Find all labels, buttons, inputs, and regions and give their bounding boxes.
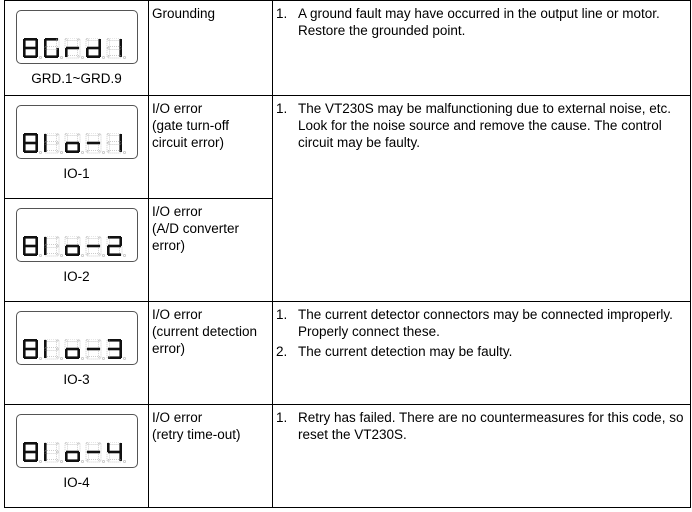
lcd-segment — [45, 38, 58, 41]
lcd-digit — [44, 236, 63, 257]
lcd-digit — [65, 38, 84, 59]
fault-description — [273, 302, 691, 405]
lcd-decimal-point — [60, 460, 62, 462]
lcd-digit — [44, 133, 63, 154]
lcd-segment — [35, 340, 38, 349]
lcd-decimal-point — [81, 357, 83, 359]
lcd-decimal-point — [123, 460, 125, 462]
lcd-decimal-point — [60, 254, 62, 256]
lcd-segment — [24, 451, 37, 454]
fault-name-text: I/O error (retry time-out) — [152, 410, 241, 442]
lcd-display — [16, 105, 138, 159]
lcd-segment — [24, 47, 37, 50]
lcd-digit — [65, 442, 84, 463]
display-cell — [5, 199, 149, 302]
lcd-decimal-point — [60, 56, 62, 58]
lcd-segment — [24, 236, 37, 239]
lcd-segment — [66, 451, 79, 454]
item-text: A ground fault may have occurred in the output line or motor. Restore the grounded point. — [298, 6, 660, 38]
lcd-segment — [87, 245, 100, 248]
lcd-segment — [45, 55, 58, 58]
lcd-segment — [65, 246, 68, 255]
lcd-segment — [108, 339, 121, 342]
lcd-segment — [86, 39, 89, 48]
fault-name-text: I/O error (current detection error) — [152, 307, 258, 356]
lcd-segment — [45, 459, 58, 462]
lcd-segment — [23, 48, 26, 57]
fault-name-text: I/O error (gate turn-off circuit error) — [152, 101, 230, 150]
lcd-segment — [108, 356, 121, 359]
lcd-segment — [45, 451, 58, 454]
display-cell — [5, 1, 149, 96]
lcd-decimal-point — [102, 460, 104, 462]
fault-name-text: Grounding — [152, 6, 216, 21]
lcd-segment — [24, 442, 37, 445]
lcd-segment — [87, 236, 100, 239]
lcd-segment — [45, 253, 58, 256]
fault-name — [149, 199, 273, 302]
description-item — [276, 409, 686, 443]
lcd-digit — [44, 38, 63, 59]
lcd-segment — [45, 150, 58, 153]
lcd-segment — [119, 443, 122, 452]
lcd-digit — [65, 339, 84, 360]
lcd-decimal-point — [102, 254, 104, 256]
lcd-segment — [65, 452, 68, 461]
lcd-segment — [108, 451, 121, 454]
lcd-digit — [23, 133, 42, 154]
lcd-decimal-point — [60, 151, 62, 153]
fault-table — [4, 0, 691, 508]
lcd-display — [16, 311, 138, 365]
fault-name — [149, 96, 273, 199]
fault-description — [273, 405, 691, 508]
lcd-segment — [87, 47, 100, 50]
fault-description — [273, 1, 691, 96]
lcd-display — [16, 414, 138, 468]
item-number: 1. — [276, 410, 288, 425]
seven-segment-digits — [23, 339, 131, 361]
lcd-digit — [86, 339, 105, 360]
lcd-segment — [65, 48, 68, 57]
lcd-segment — [87, 133, 100, 136]
fault-code: GRD.1~GRD.9 — [31, 71, 122, 86]
lcd-segment — [23, 246, 26, 255]
lcd-decimal-point — [39, 357, 41, 359]
item-text: The current detection may be faulty. — [298, 344, 513, 359]
lcd-segment — [108, 47, 121, 50]
lcd-segment — [35, 134, 38, 143]
lcd-segment — [66, 459, 79, 462]
lcd-segment — [66, 47, 79, 50]
lcd-digit — [107, 133, 126, 154]
lcd-digit — [86, 442, 105, 463]
fault-code: IO-1 — [63, 166, 90, 181]
lcd-segment — [45, 348, 58, 351]
lcd-segment — [87, 38, 100, 41]
lcd-segment — [66, 133, 79, 136]
lcd-display — [16, 10, 138, 64]
lcd-segment — [87, 142, 100, 145]
description-item — [276, 5, 686, 39]
lcd-decimal-point — [81, 56, 83, 58]
lcd-segment — [87, 339, 100, 342]
lcd-digit — [86, 236, 105, 257]
lcd-segment — [66, 253, 79, 256]
lcd-segment — [87, 150, 100, 153]
lcd-decimal-point — [39, 254, 41, 256]
lcd-segment — [24, 245, 37, 248]
lcd-segment — [45, 339, 58, 342]
lcd-segment — [35, 237, 38, 246]
lcd-segment — [87, 55, 100, 58]
lcd-decimal-point — [123, 357, 125, 359]
lcd-segment — [66, 442, 79, 445]
lcd-segment — [108, 38, 121, 41]
seven-segment-digits — [23, 133, 131, 155]
fault-name-text: I/O error (A/D converter error) — [152, 204, 240, 253]
lcd-segment — [87, 442, 100, 445]
item-number: 1. — [276, 6, 288, 21]
lcd-digit — [86, 38, 105, 59]
lcd-segment — [24, 150, 37, 153]
lcd-digit — [65, 133, 84, 154]
lcd-segment — [107, 246, 110, 255]
description-item — [276, 100, 686, 151]
lcd-segment — [23, 143, 26, 152]
lcd-segment — [66, 245, 79, 248]
lcd-segment — [66, 142, 79, 145]
lcd-digit — [107, 236, 126, 257]
item-number: 1. — [276, 307, 288, 322]
seven-segment-digits — [23, 38, 131, 60]
lcd-segment — [65, 143, 68, 152]
lcd-digit — [23, 38, 42, 59]
lcd-segment — [87, 356, 100, 359]
fault-name — [149, 405, 273, 508]
lcd-digit — [107, 442, 126, 463]
lcd-segment — [45, 47, 58, 50]
lcd-decimal-point — [102, 151, 104, 153]
lcd-segment — [87, 348, 100, 351]
item-number: 2. — [276, 344, 288, 359]
lcd-segment — [24, 55, 37, 58]
lcd-decimal-point — [102, 357, 104, 359]
lcd-segment — [119, 340, 122, 349]
lcd-digit — [44, 442, 63, 463]
item-text: The VT230S may be malfunctioning due to external noise, etc. Look for the noise source and remove the cause. The control circuit may be faulty. — [298, 101, 671, 150]
lcd-segment — [98, 39, 101, 48]
lcd-segment — [108, 133, 121, 136]
lcd-digit — [107, 38, 126, 59]
lcd-segment — [77, 39, 80, 48]
lcd-segment — [24, 253, 37, 256]
lcd-segment — [108, 142, 121, 145]
item-text: The current detector connectors may be connected improperly. Properly connect these. — [298, 307, 673, 339]
lcd-digit — [23, 442, 42, 463]
lcd-segment — [87, 451, 100, 454]
lcd-decimal-point — [81, 460, 83, 462]
lcd-segment — [107, 443, 110, 452]
lcd-segment — [119, 237, 122, 246]
lcd-segment — [108, 253, 121, 256]
lcd-segment — [24, 339, 37, 342]
lcd-segment — [24, 142, 37, 145]
fault-row-io3 — [5, 302, 691, 405]
lcd-digit — [65, 236, 84, 257]
lcd-segment — [65, 349, 68, 358]
lcd-segment — [45, 356, 58, 359]
lcd-decimal-point — [123, 56, 125, 58]
lcd-segment — [108, 442, 121, 445]
lcd-segment — [66, 236, 79, 239]
lcd-segment — [45, 245, 58, 248]
seven-segment-digits — [23, 236, 131, 258]
lcd-segment — [23, 443, 26, 452]
lcd-segment — [24, 356, 37, 359]
lcd-segment — [108, 236, 121, 239]
lcd-segment — [23, 134, 26, 143]
lcd-segment — [66, 150, 79, 153]
lcd-segment — [66, 55, 79, 58]
lcd-decimal-point — [102, 56, 104, 58]
description-item — [276, 306, 686, 340]
lcd-decimal-point — [39, 460, 41, 462]
lcd-decimal-point — [39, 151, 41, 153]
lcd-segment — [24, 348, 37, 351]
lcd-decimal-point — [123, 254, 125, 256]
lcd-decimal-point — [81, 254, 83, 256]
fault-description — [273, 96, 691, 302]
fault-name — [149, 302, 273, 405]
item-number: 1. — [276, 101, 288, 116]
lcd-segment — [23, 39, 26, 48]
lcd-segment — [65, 39, 68, 48]
description-item — [276, 343, 686, 360]
lcd-segment — [86, 48, 89, 57]
fault-row-io1 — [5, 96, 691, 199]
display-cell — [5, 302, 149, 405]
lcd-segment — [24, 459, 37, 462]
lcd-segment — [66, 356, 79, 359]
lcd-segment — [23, 349, 26, 358]
lcd-segment — [87, 253, 100, 256]
lcd-segment — [35, 39, 38, 48]
lcd-segment — [108, 459, 121, 462]
fault-code: IO-2 — [63, 269, 90, 284]
lcd-segment — [108, 348, 121, 351]
seven-segment-digits — [23, 442, 131, 464]
lcd-segment — [66, 339, 79, 342]
lcd-segment — [23, 340, 26, 349]
lcd-segment — [66, 348, 79, 351]
lcd-decimal-point — [123, 151, 125, 153]
lcd-segment — [24, 38, 37, 41]
lcd-digit — [23, 339, 42, 360]
fault-code: IO-3 — [63, 372, 90, 387]
lcd-decimal-point — [81, 151, 83, 153]
lcd-segment — [77, 48, 80, 57]
fault-row-io4 — [5, 405, 691, 508]
fault-row-grd — [5, 1, 691, 96]
lcd-digit — [44, 339, 63, 360]
lcd-segment — [108, 245, 121, 248]
lcd-segment — [66, 38, 79, 41]
display-cell — [5, 96, 149, 199]
lcd-segment — [45, 442, 58, 445]
lcd-display — [16, 208, 138, 262]
lcd-segment — [108, 55, 121, 58]
item-text: Retry has failed. There are no countermeasures for this code, so reset the VT230S. — [298, 410, 684, 442]
lcd-segment — [45, 133, 58, 136]
lcd-segment — [87, 459, 100, 462]
lcd-digit — [107, 339, 126, 360]
lcd-segment — [23, 452, 26, 461]
fault-name — [149, 1, 273, 96]
fault-code: IO-4 — [63, 475, 90, 490]
lcd-segment — [108, 150, 121, 153]
display-cell — [5, 405, 149, 508]
lcd-decimal-point — [60, 357, 62, 359]
lcd-segment — [23, 237, 26, 246]
lcd-segment — [45, 236, 58, 239]
lcd-decimal-point — [39, 56, 41, 58]
lcd-segment — [35, 443, 38, 452]
lcd-digit — [86, 133, 105, 154]
lcd-segment — [24, 133, 37, 136]
lcd-digit — [23, 236, 42, 257]
lcd-segment — [45, 142, 58, 145]
